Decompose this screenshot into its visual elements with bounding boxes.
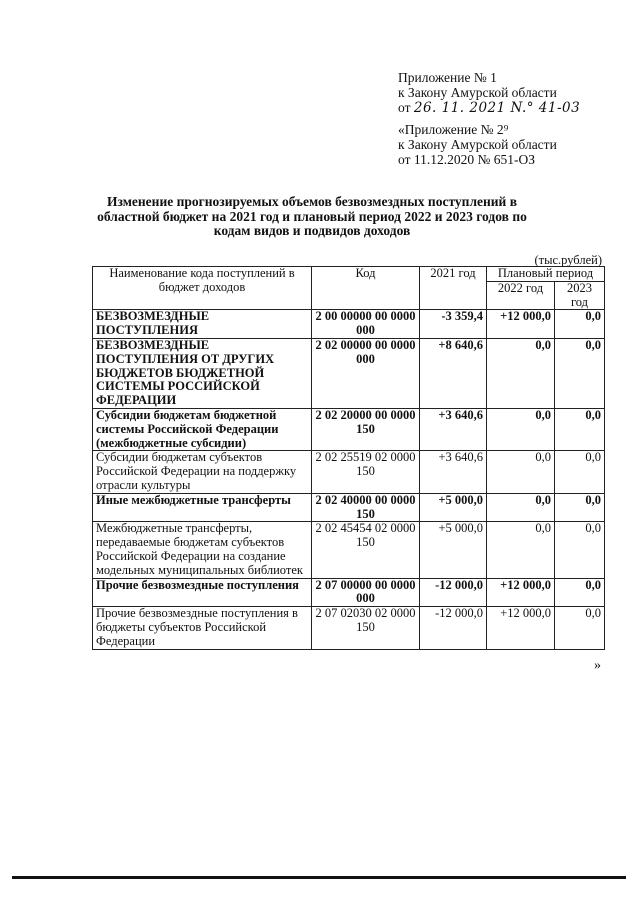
table-row bbox=[93, 338, 605, 408]
cell-v2021: -12 000,0 bbox=[420, 607, 487, 649]
revenue-table bbox=[92, 266, 605, 650]
unit-label: (тыс.рублей) bbox=[534, 253, 602, 267]
original-law-date: от 11.12.2020 № 651-ОЗ bbox=[398, 152, 535, 167]
cell-v2022: +12 000,0 bbox=[487, 578, 555, 607]
cell-code: 2 02 00000 00 0000 000 bbox=[312, 338, 420, 408]
cell-code: 2 02 20000 00 0000 150 bbox=[312, 408, 420, 450]
header-code: Код bbox=[312, 267, 420, 310]
cell-code: 2 07 02030 02 0000 150 bbox=[312, 607, 420, 649]
cell-v2023: 0,0 bbox=[555, 522, 605, 578]
appendix-header bbox=[398, 70, 580, 116]
cell-v2023: 0,0 bbox=[555, 451, 605, 493]
table-row bbox=[93, 522, 605, 578]
cell-name: Межбюджетные трансферты, передаваемые бюджетам субъектов Российской Федерации на создание модельных муниципальных библиотек bbox=[93, 522, 312, 578]
cell-v2023: 0,0 bbox=[555, 607, 605, 649]
header-plan-period: Плановый период bbox=[487, 267, 605, 282]
table-row bbox=[93, 578, 605, 607]
law-reference: к Закону Амурской области bbox=[398, 85, 557, 100]
cell-code: 2 02 25519 02 0000 150 bbox=[312, 451, 420, 493]
document-title: Изменение прогнозируемых объемов безвозмездных поступлений в областной бюджет на 2021 год и плановый период 2022 и 2023 годов по кодам видов и подвидов доходов bbox=[97, 194, 527, 238]
table-row bbox=[93, 408, 605, 450]
original-appendix-number: «Приложение № 2⁹ bbox=[398, 122, 509, 137]
cell-v2023: 0,0 bbox=[555, 578, 605, 607]
header-name: Наименование кода поступлений в бюджет доходов bbox=[93, 267, 312, 310]
cell-code: 2 07 00000 00 0000 000 bbox=[312, 578, 420, 607]
cell-v2022: 0,0 bbox=[487, 408, 555, 450]
table-row bbox=[93, 451, 605, 493]
cell-name: Иные межбюджетные трансферты bbox=[93, 493, 312, 522]
table-row bbox=[93, 493, 605, 522]
cell-v2022: 0,0 bbox=[487, 493, 555, 522]
cell-v2023: 0,0 bbox=[555, 408, 605, 450]
cell-v2021: +5 000,0 bbox=[420, 522, 487, 578]
closing-quote: » bbox=[594, 658, 601, 673]
appendix-number: Приложение № 1 bbox=[398, 70, 497, 85]
cell-code: 2 00 00000 00 0000 000 bbox=[312, 310, 420, 339]
cell-code: 2 02 45454 02 0000 150 bbox=[312, 522, 420, 578]
cell-v2023: 0,0 bbox=[555, 493, 605, 522]
table-body bbox=[93, 310, 605, 649]
cell-v2021: +3 640,6 bbox=[420, 408, 487, 450]
cell-code: 2 02 40000 00 0000 150 bbox=[312, 493, 420, 522]
header-2023: 2023 год bbox=[555, 281, 605, 310]
table-header-row bbox=[93, 267, 605, 282]
cell-v2021: -12 000,0 bbox=[420, 578, 487, 607]
handwritten-date-number: 26. 11. 2021 N.° 41-03 bbox=[413, 100, 581, 116]
cell-v2023: 0,0 bbox=[555, 310, 605, 339]
cell-name: БЕЗВОЗМЕЗДНЫЕ ПОСТУПЛЕНИЯ ОТ ДРУГИХ БЮДЖЕТОВ БЮДЖЕТНОЙ СИСТЕМЫ РОССИЙСКОЙ ФЕДЕРАЦИИ bbox=[93, 338, 312, 408]
header-2021: 2021 год bbox=[420, 267, 487, 310]
cell-v2022: 0,0 bbox=[487, 522, 555, 578]
cell-v2022: 0,0 bbox=[487, 338, 555, 408]
table-row bbox=[93, 607, 605, 649]
cell-name: Прочие безвозмездные поступления bbox=[93, 578, 312, 607]
cell-v2022: +12 000,0 bbox=[487, 607, 555, 649]
cell-v2022: +12 000,0 bbox=[487, 310, 555, 339]
cell-v2021: +5 000,0 bbox=[420, 493, 487, 522]
law-date-line bbox=[398, 100, 580, 116]
cell-name: БЕЗВОЗМЕЗДНЫЕ ПОСТУПЛЕНИЯ bbox=[93, 310, 312, 339]
cell-name: Субсидии бюджетам бюджетной системы Российской Федерации (межбюджетные субсидии) bbox=[93, 408, 312, 450]
cell-v2022: 0,0 bbox=[487, 451, 555, 493]
cell-v2021: +3 640,6 bbox=[420, 451, 487, 493]
page-bottom-rule bbox=[12, 876, 626, 879]
cell-v2021: +8 640,6 bbox=[420, 338, 487, 408]
date-prefix: от bbox=[398, 100, 411, 115]
original-appendix-header bbox=[398, 122, 557, 167]
cell-v2023: 0,0 bbox=[555, 338, 605, 408]
cell-name: Субсидии бюджетам субъектов Российской Федерации на поддержку отрасли культуры bbox=[93, 451, 312, 493]
header-2022: 2022 год bbox=[487, 281, 555, 310]
cell-v2021: -3 359,4 bbox=[420, 310, 487, 339]
original-law-reference: к Закону Амурской области bbox=[398, 137, 557, 152]
cell-name: Прочие безвозмездные поступления в бюджеты субъектов Российской Федерации bbox=[93, 607, 312, 649]
table-row bbox=[93, 310, 605, 339]
